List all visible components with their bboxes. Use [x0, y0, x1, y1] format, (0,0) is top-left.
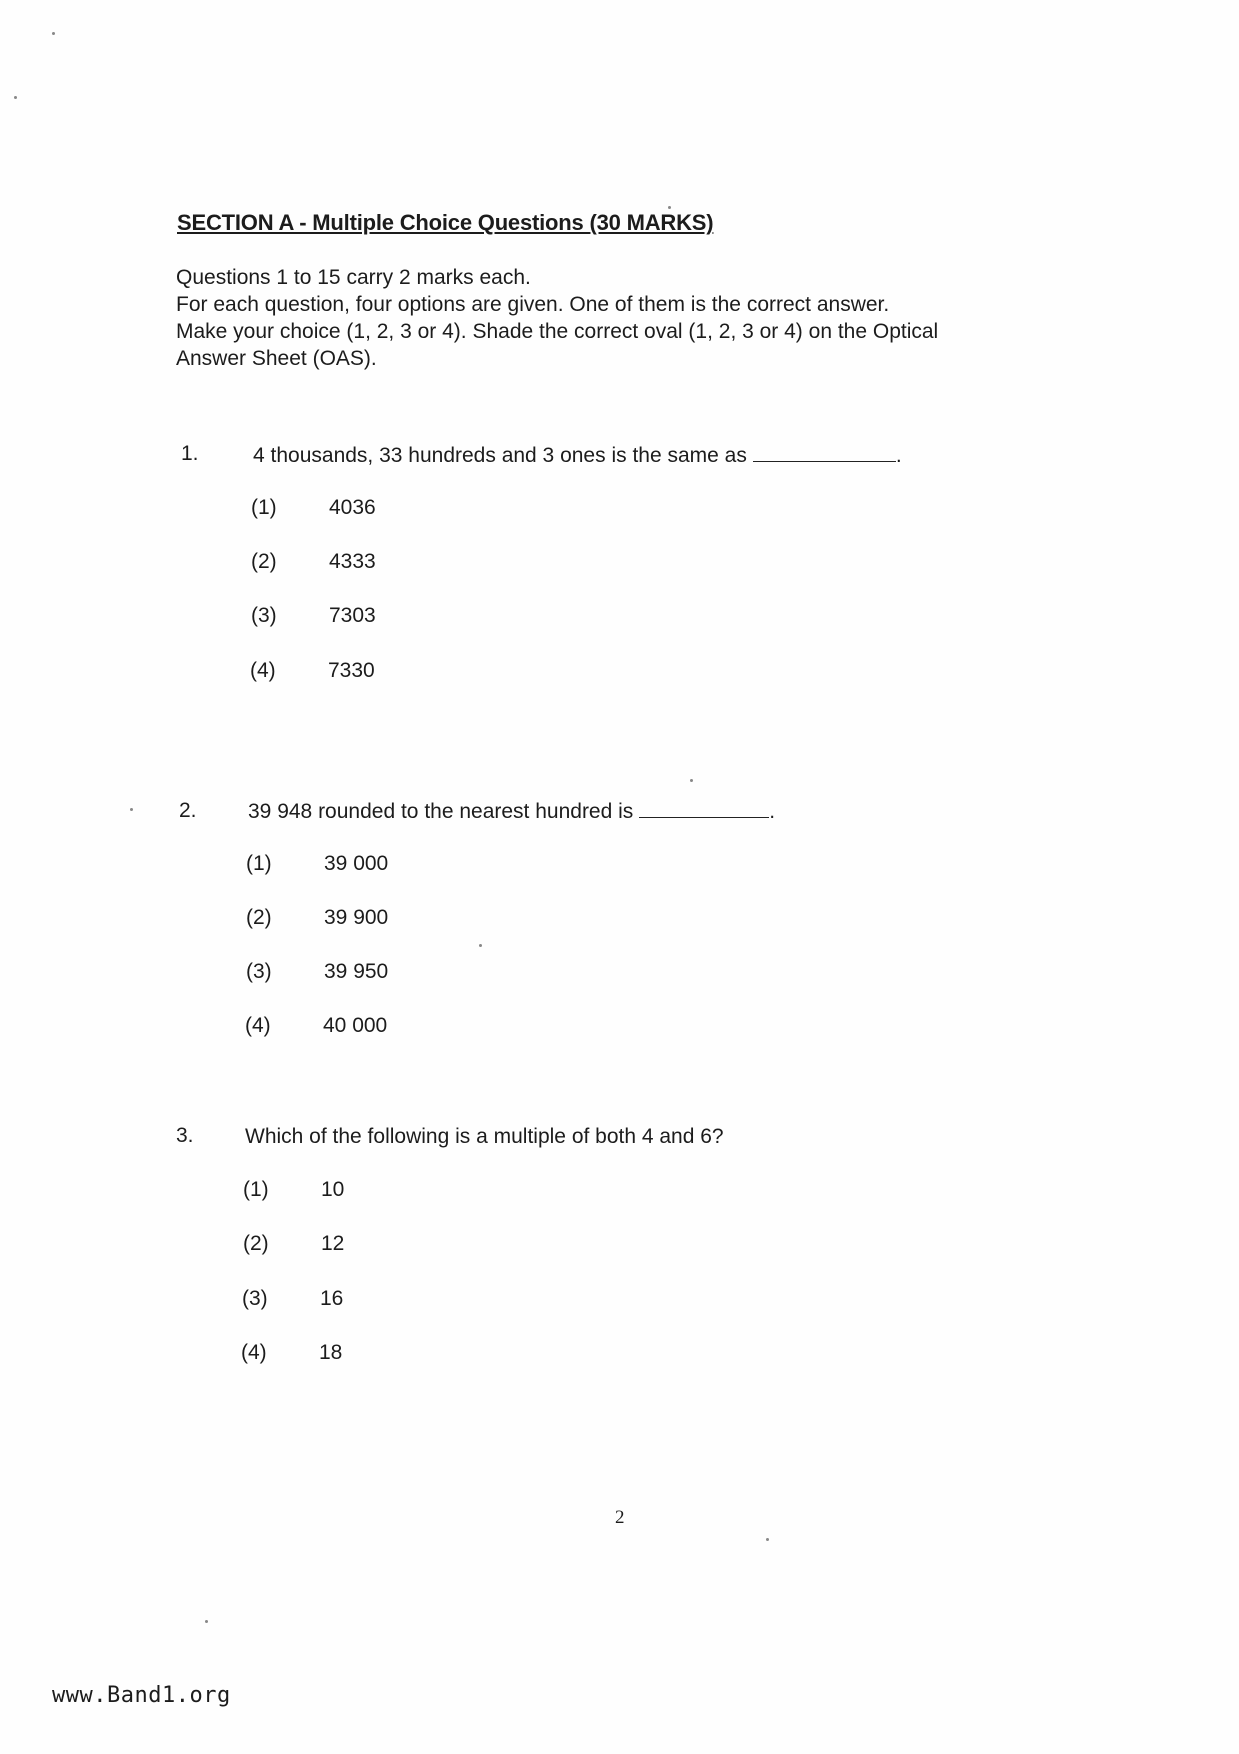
option-value: 7330 [328, 659, 375, 682]
option-2 [246, 906, 388, 930]
scan-speck [766, 1538, 769, 1541]
option-label: (3) [242, 1287, 268, 1310]
answer-blank [639, 799, 769, 818]
question-text [248, 799, 775, 824]
option-3 [242, 1287, 343, 1311]
option-label: (4) [241, 1341, 267, 1364]
option-value: 4036 [329, 496, 376, 519]
option-label: (3) [246, 960, 272, 983]
instruction-line: Answer Sheet (OAS). [176, 347, 377, 370]
option-label: (4) [250, 659, 276, 682]
option-label: (1) [251, 496, 277, 519]
section-title: SECTION A - Multiple Choice Questions (30 MARKS) [177, 210, 714, 235]
option-2 [243, 1232, 344, 1256]
instructions [176, 264, 1076, 372]
option-value: 16 [320, 1287, 344, 1310]
scan-speck [52, 32, 55, 35]
question-text [245, 1125, 724, 1149]
question-stem: Which of the following is a multiple of both 4 and 6? [245, 1125, 724, 1148]
option-value: 18 [319, 1341, 343, 1364]
answer-blank [753, 443, 896, 462]
option-label: (2) [246, 906, 272, 929]
option-3 [251, 604, 376, 628]
scan-speck [668, 206, 671, 209]
scan-speck [14, 96, 17, 99]
question-text [253, 443, 902, 468]
option-1 [243, 1178, 344, 1202]
question-stem: 39 948 rounded to the nearest hundred is [248, 800, 634, 823]
option-4 [245, 1014, 387, 1038]
scan-speck [130, 808, 133, 811]
option-value: 10 [321, 1178, 345, 1201]
option-value: 4333 [329, 550, 376, 573]
option-value: 12 [321, 1232, 345, 1255]
option-value: 39 000 [324, 852, 389, 875]
option-3 [246, 960, 388, 984]
option-4 [241, 1341, 342, 1365]
question-number: 3. [176, 1124, 194, 1147]
option-value: 40 000 [323, 1014, 388, 1037]
question-stem: 4 thousands, 33 hundreds and 3 ones is the same as [253, 444, 747, 467]
option-label: (4) [245, 1014, 271, 1037]
option-label: (3) [251, 604, 277, 627]
option-4 [250, 659, 375, 683]
instruction-line: For each question, four options are given. One of them is the correct answer. [176, 293, 890, 316]
option-1 [246, 852, 388, 876]
option-label: (1) [243, 1178, 269, 1201]
option-2 [251, 550, 376, 574]
question-suffix: . [895, 444, 902, 467]
option-value: 39 950 [324, 960, 389, 983]
option-label: (1) [246, 852, 272, 875]
scan-speck [690, 779, 693, 782]
question-number: 2. [179, 799, 197, 822]
instruction-line: Make your choice (1, 2, 3 or 4). Shade the correct oval (1, 2, 3 or 4) on the Optical [176, 320, 939, 343]
option-value: 7303 [329, 604, 376, 627]
footer-url[interactable]: www.Band1.org [52, 1683, 231, 1708]
option-label: (2) [243, 1232, 269, 1255]
question-number: 1. [181, 442, 199, 465]
option-value: 39 900 [324, 906, 389, 929]
instruction-line: Questions 1 to 15 carry 2 marks each. [176, 266, 531, 289]
option-label: (2) [251, 550, 277, 573]
question-suffix: . [769, 800, 776, 823]
page-number: 2 [615, 1507, 625, 1528]
scan-speck [479, 944, 482, 947]
scan-speck [205, 1620, 208, 1623]
option-1 [251, 496, 376, 520]
